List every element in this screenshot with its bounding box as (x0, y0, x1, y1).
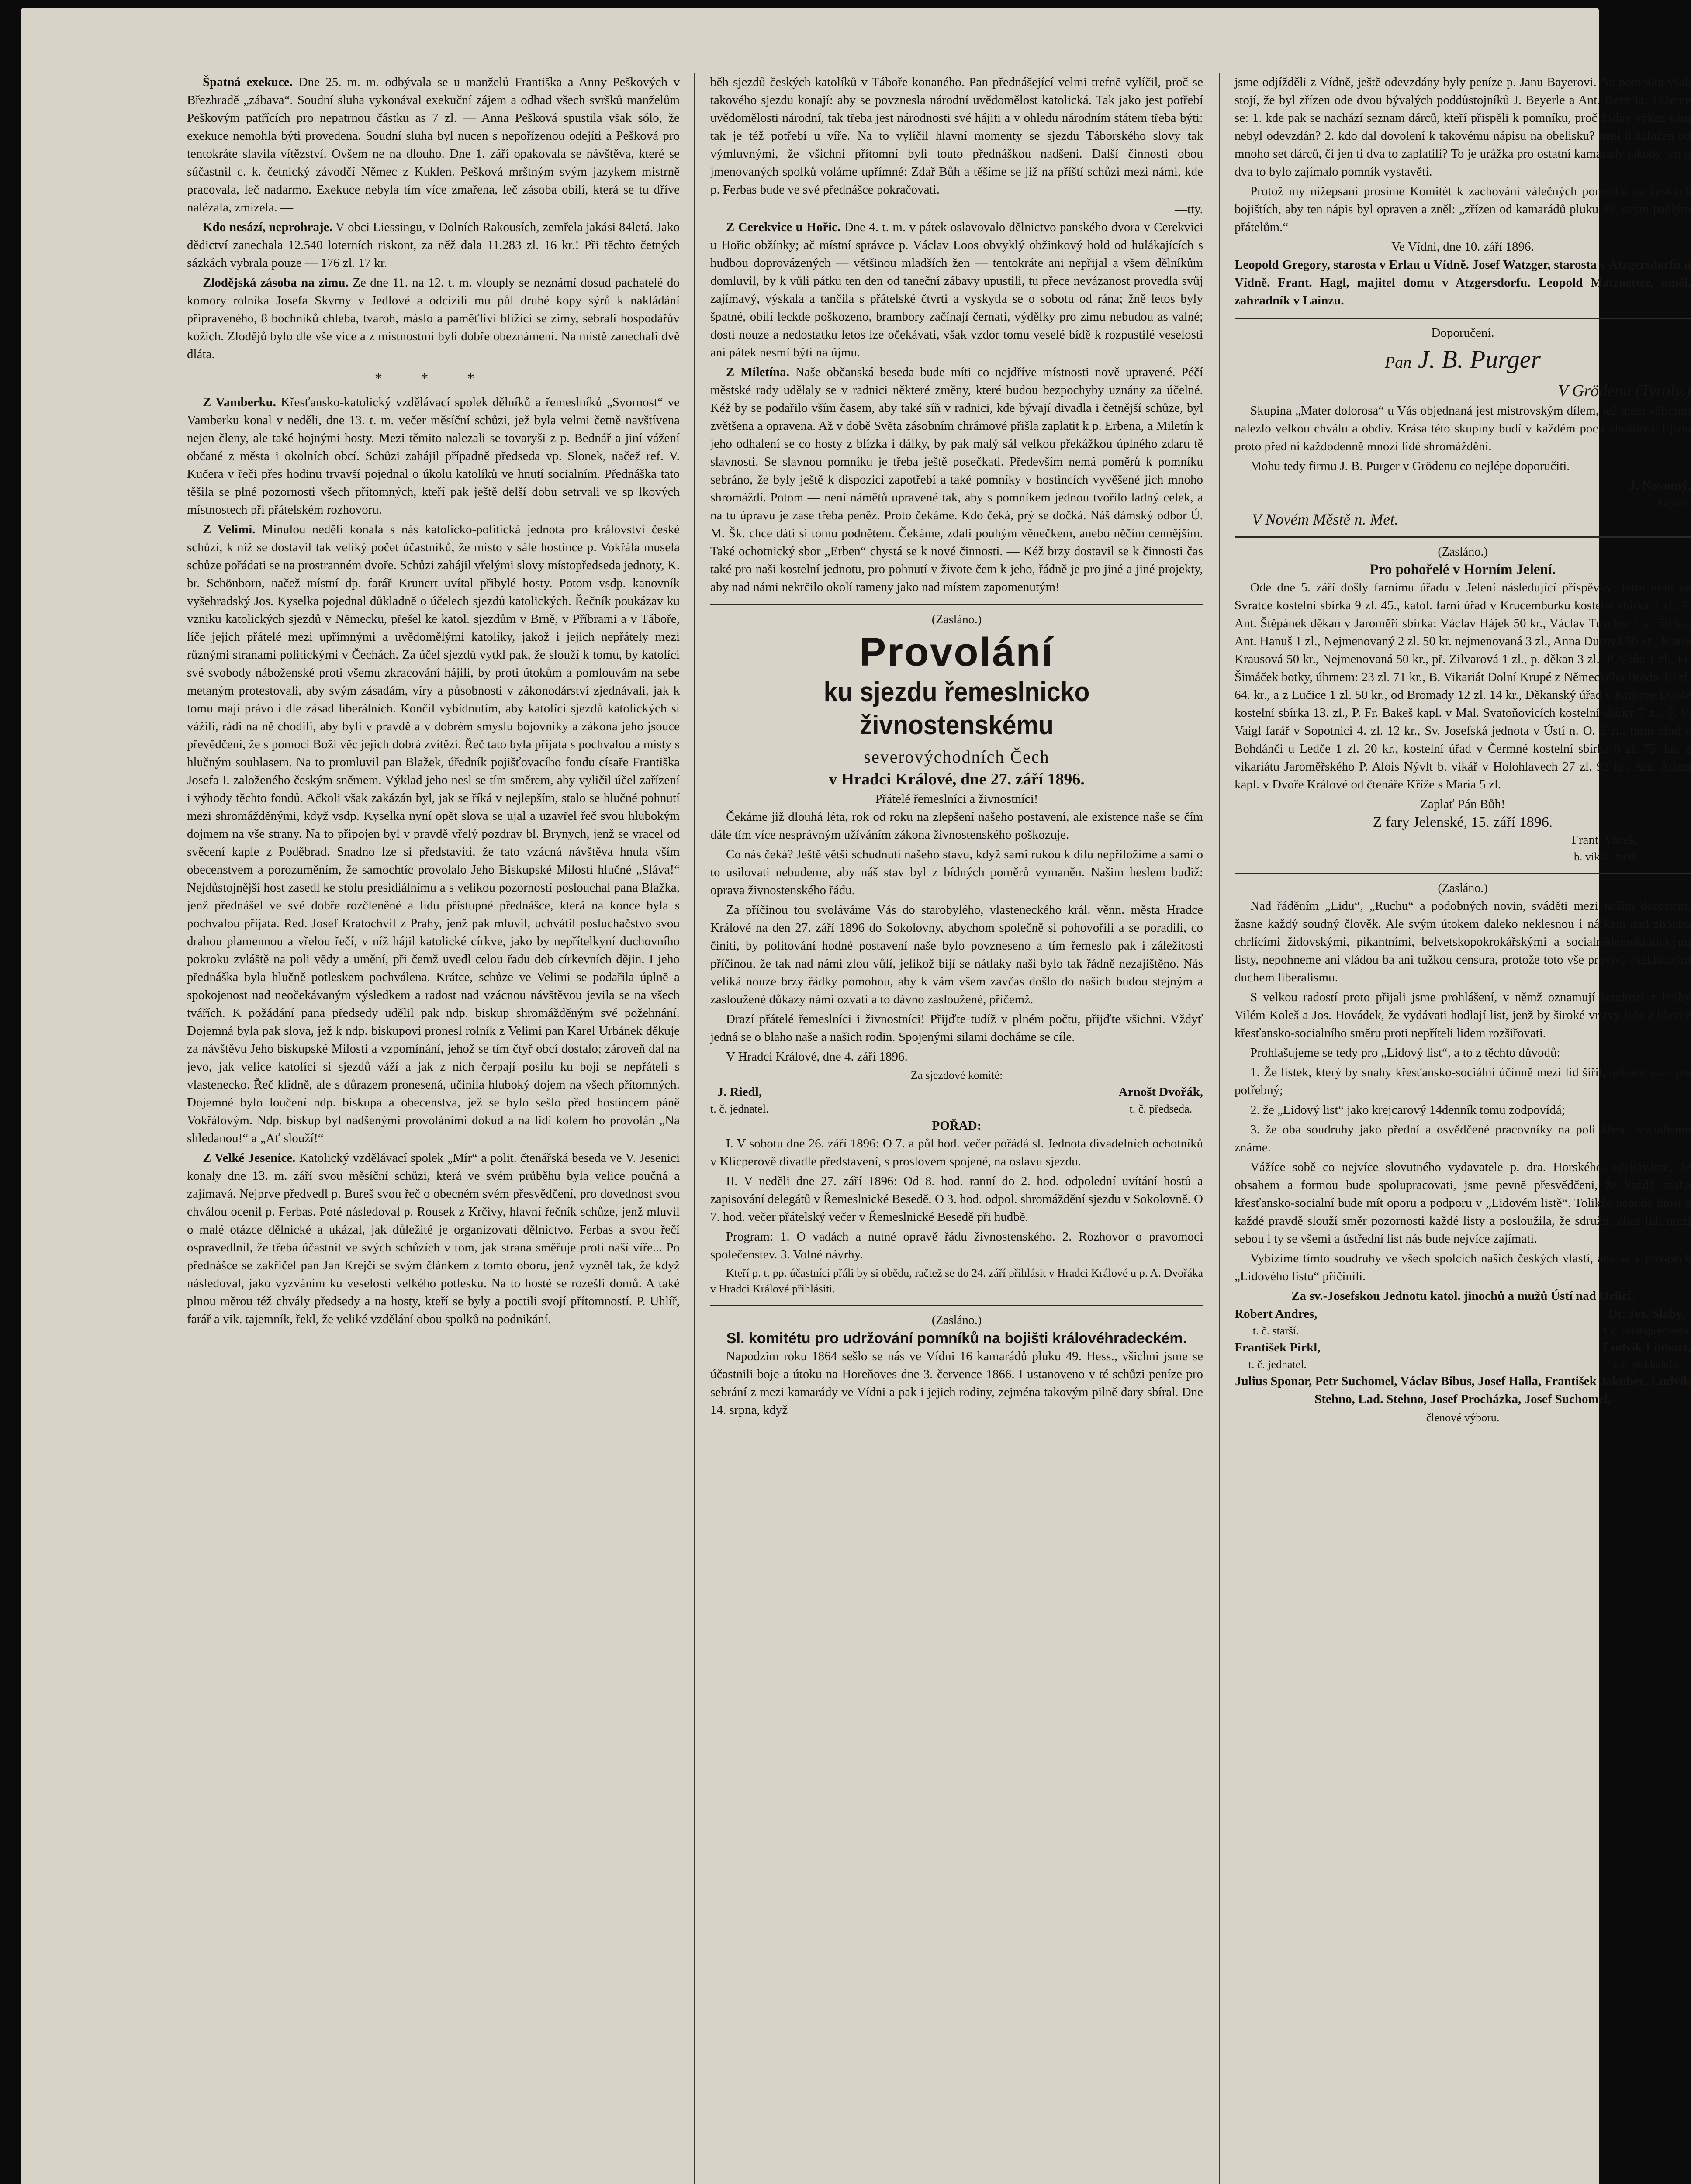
signature-name: František Pirkl, (1235, 1341, 1321, 1355)
article-vamberk (187, 394, 680, 519)
section-ornament: * * * (375, 370, 492, 387)
purger-body: Skupina „Mater dolorosa“ u Vás objednaná jest mistrovským dílem, jež mezi věřícími nalezlo velkou chválu a obdiv. Krása této skupiny budí v každém pocit zbožnosti i jsou proto před ní každodenně mnozí lidé shromážděni. (1235, 404, 1691, 453)
signature-novotny: J. Novotný, (1629, 479, 1691, 493)
signature-slaby (1603, 1305, 1691, 1339)
zaplat-line: Zaplať Pán Bůh! (1420, 797, 1505, 811)
signature-linhart (1603, 1339, 1691, 1372)
lidu-point: 1. Že lístek, který by snahy křesťansko-sociální účinně mezi lid šířil, nebude nám jen potřebný; (1235, 1065, 1691, 1097)
porad-title: POŘAD: (932, 1119, 982, 1133)
section-divider (710, 604, 1203, 605)
signature-role: t. č. jednatel. (710, 1102, 769, 1115)
provolani-salutation: Přátelé řemeslníci a živnostníci! (875, 792, 1038, 806)
article-paragraph: Protož my nížepsaní prosíme Komitét k zachování válečných pomníků na českých bojištích, aby ten nápis byl opraven a zněl: „zřízen od kamarádů pluku 49. svým padlým přátelům.“ (1235, 184, 1691, 234)
signature-role: t. č. starší. (1252, 1324, 1299, 1337)
article-body: Ze dne 11. na 12. t. m. vlouply se neznámí dosud pachatelé do komory rolníka Josefa Skvrny v Jedlové a odcizili mu půl druhé kopy sýrů k nakládání připraveného, 8 bochníků chleba, tvaroh, máslo a paměťliví blížící se zimy, sebrali hospodářův kožich. Zlodějů bylo dle vše více a z místnostmi byli dobře obeznámeni. Na místě zanechali dvě dláta. (187, 276, 680, 361)
provolani-date-line: V Hradci Králové, dne 4. září 1896. (726, 1050, 908, 1064)
provolani-date: v Hradci Králové, dne 27. září 1896. (829, 770, 1085, 788)
provolani-paragraph: Co nás čeká? Ještě větší schudnutí našeho stavu, když sami rukou k dílu nepřiložíme a sami o to usilovati nebudeme, aby náš stav byl z bídných poměrů vymaněn. Našim heslem budiž: oprava živnostenského řádu. (710, 847, 1203, 897)
signature-andres (1235, 1305, 1318, 1339)
article-body: Křesťansko-katolický vzdělávací spolek dělníků a řemeslníků „Svornost“ ve Vamberku konal v neděli, dne 13. t. m. večer měsíční schůzi, jež byla velmi četně navštívena nejen členy, ale také hojnými hosty. Mezi těmito nalezali se tovaryši z p. Bednář a jiní vážení občané z města i okolních obcí. Schůzi zahájil případně předseda vp. Slonek, načež ref. V. Kučera v řeči přes hodinu trvavší pojednal o úkolu katolíků ve hnutí socialním. Přednáška tato těšila se plné pozornosti všech přítomných, kteří pak ještě delší dobu setrvali ve sp lkových místnostech při přátelském rozhovoru. (187, 395, 680, 517)
fary-date: Z fary Jelenské, 15. září 1896. (1373, 814, 1553, 830)
column-right (1235, 73, 1691, 2184)
signature-role: t. č. pokladník. (1613, 1358, 1681, 1371)
article-title: Zlodějská zásoba na zimu. (203, 276, 349, 290)
article-signature: —tty. (1175, 202, 1203, 216)
article-signatories: Leopold Gregory, starosta v Erlau u Vídně. Josef Watzger, starosta v Atzgersdorfu u Vídně. Frant. Hagl, majitel domu v Atzgersdorfu. Leopold Matznetter, uměl. zahradník v Lainzu. (1235, 258, 1691, 308)
zaslano-label: (Zasláno.) (931, 613, 982, 626)
article-cerekvice (710, 218, 1203, 362)
article-body: V obci Liessingu, v Dolních Rakousích, zemřela jakási 84letá. Jako dědictví zanechala 12.540 loterních riskont, za něž dala 11.283 zl. 16 kr.! Při těchto četných sázkách vybrala pouze — 176 zl. 17 kr. (187, 220, 680, 270)
column-middle (710, 73, 1203, 2184)
provolani-region: severovýchodních Čech (864, 747, 1050, 767)
signature-name: Ludvík Linhart, (1603, 1341, 1691, 1355)
article-title: Z Cerekvice u Hořic. (726, 220, 841, 234)
signature-row (1235, 1305, 1691, 1339)
provolani-paragraph: Za příčinou tou svoláváme Vás do starobylého, vlasteneckého král. věnn. města Hradce Králové na den 27. září 1896 do Sokolovny, abychom společně si pohovořili a se poradili, co činiti, by politování hodné postavení naše bylo povzneseno a tím řemeslo pak i záležitosti příčinou, že tak nad námi zlou vůlí, jelikož bijí se nátlaky naši bylo tak řádně nezajištěno. Nás veliká nouze brzy řádky pomohou, aby k vám všem zavčas došlo do našich budou stejným a zasloužené důkazy námi ozvati a to dávno zasloužené, přičemž. (710, 903, 1203, 1006)
lidu-point: 3. že oba soudruhy jako přední a osvědčené pracovníky na poli křesť. socialismu známe. (1235, 1123, 1691, 1154)
pan-label: Pan (1384, 353, 1412, 372)
lidu-body: S velkou radostí proto přijali jsme prohlášení, v němž oznamují soudruzi z Prahy Vilém Koleš a Jos. Hovádek, že vydávati hodlají list, jenž by široké vrstvy lidu a hlavně křesťansko-socialního směru proti nepříteli lidem rozšiřovati. (1235, 990, 1691, 1040)
committee-members: Julius Sponar, Petr Suchomel, Václav Bibus, Josef Halla, František Jakubec, Ludvík Stehno, Lad. Stehno, Josef Procházka, Josef Suchomel, (1235, 1374, 1691, 1406)
jednota-title: Za sv.-Josefskou Jednotu katol. jinochů a mužů Ústí nad Orlicí. (1291, 1289, 1634, 1303)
location-nove-mesto: V Novém Městě n. Met. (1252, 511, 1399, 528)
signature-vacek: Frant. Vacek, (1571, 833, 1639, 847)
purger-name: J. B. Purger (1418, 345, 1541, 373)
komitet-title: Sl. komitétu pro udržování pomníků na bojišti královéhradeckém. (726, 1330, 1187, 1347)
komitet-body: Napodzim roku 1864 sešlo se nás ve Vídni 16 kamarádů pluku 49. Hess., všichni jsme se účastnili boje a útoku na Horeňoves dne 3. července 1866. I ustanoveno v té schůzi peníze pro sebrání z mezi kamarády ve Vídni a pak i jejich rodiny, zejména takovým pilně dary sbíral. Dne 14. srpna, když (710, 1349, 1203, 1417)
article-jesenice (187, 1149, 680, 1328)
signature-dvorak (1119, 1083, 1203, 1117)
article-body: Minulou neděli konala s nás katolicko-politická jednota pro království české schůzi, k níž se dostavil tak veliký počet účastníků, že místo v sále hostince p. Vokřála musela schůze pořádati se na prostranném dvoře. Schůzi zahájil vřelými slovy místopředseda jednoty, K. br. Schönborn, načež místní dp. farář Krunert uvítal přibylé hosty. Potom vsdp. kanovník vyšehradský Jos. Kyselka pojednal důkladně o účelech sjezdů katolických. Řečník poukázav ku vzniku katolických sjezdů v Německu, přešel ke katol. sjezdům v Brně, v Příbrami a v Táboře, líče jejich přátelé mezi upřímnými a uvědomělými katolíky, jakož i jejich nepřátely mezi různými stranami politickými v Čechách. Za účel sjezdů vytkl pak, že slouží k tomu, by katolíci své svobody náboženské proti všemu zkracování hájili, by proti útokům a pomlouvám na sebe metaným protestovali, aby svým zásadám, víry a působnosti v zákonodárství zjednávali, jak k tomu mají právo i dle zásad liberálních. Končil vybídnutím, aby katolíci sjezdů katolických si vážili, rádi na ně chodili, aby byli v pravdě a v dobrém smyslu bojovníky a zákona jeho jsouce převědčeni, že s pomocí Boží věc jejich dobrá zvítězí. Řeč tato byla přijata s pochvalou a místy s hlučným souhlasem. Na to promluvil pan Blažek, úředník pojišťovacího fondu císaře Františka Josefa I. založeného českým sněmem. Výklad jeho nesl se tím směrem, aby vyličil účel zařízení i výhody těchto fondů. Ačkoli však zakázán byl, jak se říká v nejlepším, stalo se hlučné pohnutí mezi shromážděnými, když vsdp. Kyselka nyní opět slova se ujal a uzavřel řeč svou hlubokým dojmem na vše strany. Na to připojen byl v pravdě vřelý pozdrav bl. Brynych, jenž se vracel od svěcení kaple z Poděbrad. Snadno lze si představiti, že tato vzácná návštěva hnula vším obecenstvem a porozuměním, že samochtíc provolalo Jeho Biskupské Milosti hlučné „Sláva!“ Nejdůstojnější host zasedl ke stolu presidiálnímu a s velikou pozorností poslouchal pana Blažka, jenž přednášel ve své dobře rozčleněné a lidu přístupné přednášce, která na konce byla s pochvalou přijata. Red. Josef Kratochvíl z Prahy, jenž pak mluvil, uchvátil posluchačstvo svou drahou plamennou a vřelou řečí, v níž hájil katolické církve, jako by nepřítelkyní duchovního pokroku zvláště na poli vědy a umění, při čemž uvedl celou řadu dob církevních dějin. I jeho přednáška byla hlučně potleskem pochválena. Krátce, schůze ve Velimi se podařila úplně a spokojenost nad neočekávaným výsledkem a radost nad vzácnou návštěvou jevila se na všech tvářích. K požádání pana předsedy udělil pak ndp. biskup shromážděným své požehnání. Dojemná byla pak slova, jež k ndp. biskupovi pronesl rolník z Velimi pan Karel Urbánek děkuje za návštěvu Jeho biskupské Milosti a vzpomínání, jehož se tím čtyř obcí dostalo; zároveň dal na jevo, jak velice katolíci si sjezdů váží a jak z nich čerpají posilu ku boji se nepřáteli s vlastenecko. Řeč klidně, ale s důrazem pronesená, učinila hluboký dojem na všech přítomných. Dojemné bylo loučení ndp. biskupa a obecenstva, jež se bylo sešlo před hostincem páně Vokřálovým. Ndp. biskup byl nadšenými provoláními dokud a na lidi kolem ho provolán „Na shledanou!“ a „Ať slouží!“ (187, 522, 680, 1145)
article-body: Naše občanská beseda bude míti co nejdříve místnosti nově upravené. Péčí městské rady udělaly se v radnici některé změny, které budou bezpochyby uznány za účelné. Kéž by se podařilo vším časem, aby také síň v radnici, kde bývají divadla i četnější schůze, byl zvětšena a opravena. Až v době Světa zásobním chrámové přišla zaplatit k p. Erbena, a Miletín k jeho odhalení se co hosty z blízka i dálky, by pak malý sál velkou překážkou úplného zdaru tě slavnosti. Se slavnou pomníku je třeba ještě posečkati. Především nemá poměrů k pomníku sebráno, že byly ještě k dispozici zapotřebí a také pomníky v hostincích vyvěšené jich mnoho shromáždí. Potom — není námětů upravené tak, aby s pomníkem jednou tvořilo ladný celek, a na tu úpravu je zase třeba peněz. Proto čekáme. Kdo čeká, prý se dočká. Náš dámský odbor Ú. M. Šk. chce dáti si tomu podnětem. Čekáme, zdali pouhým věnečkem, anebo něčím cennějším. Také ochotnický sbor „Erben“ chystá se k nové činnosti. — Kéž brzy dostavil se k činnosti čas také pro naši kostelní jednotu, pro pohnutí v živote čem k jeho, řádně je pro jiné a jiné projekty, aby nad námi nekrčilo okolí rameny jako nad místem zapomenutým! (710, 365, 1203, 594)
lidu-body: Nad řáděním „Lidu“, „Ruchu“ a podobných novin, sváděti mezi naším dorostem, žasne každý soudný člověk. Ale svým útokem daleko neklesnou i nářkem nad zhoubu chrlícími židovskými, pikantními, belvetskopokrokářskými a socialnědemokratickými listy, nepohneme ani vládou ba ani tužkou censura, protože toto vše provívá rozkladným duchem liberalismu. (1235, 899, 1691, 985)
article-date: Ve Vídni, dne 10. září 1896. (1391, 240, 1534, 254)
signature-pirkl (1235, 1339, 1321, 1372)
zaslano-label: (Zasláno.) (1438, 881, 1488, 895)
provolani-paragraph: Čekáme již dlouhá léta, rok od roku na zlepšení našeho postavení, ale existence naše se čím dále tím více nesprávným užíváním zákona živnostenského poškozuje. (710, 810, 1203, 842)
article-zlodejska (187, 274, 680, 363)
purger-body: Mohu tedy firmu J. B. Purger v Grödenu co nejlépe doporučiti. (1250, 459, 1570, 473)
lidu-body: Vybízíme tímto soudruhy ve všech spolcích našich českých vlastí, aby se k prospěch „Lidového listu“ přičinili. (1235, 1251, 1691, 1283)
article-title: Z Velimi. (203, 522, 256, 536)
jeleni-title: Pro pohořelé v Horním Jelení. (1369, 562, 1556, 577)
signature-name: Dr. Jos. Slabý, (1608, 1307, 1686, 1321)
signature-row (1235, 1339, 1691, 1372)
committee-role: členové výboru. (1426, 1411, 1500, 1424)
article-body: Katolický vzdělávací spolek „Mír“ a polit. čtenářská beseda ve V. Jesenici konaly dne 13. m. září svou měsíční schůzi, která ve svém průběhu byla velice poučná a zajímavá. Nejprve předvedl p. Bureš svou řeč o obecném svém přesvědčení, pro dovednost svou chválou ocenil p. Ferbas. Poté následoval p. Rousek z Krčivy, hlavní řečník schůze, jenž mluvil o malé otázce dělnické a ukázal, jak důležité je organizovati dělnictvo. Ferbas a svou řečí ospravedlnil, že třeba účastnit ve svých schůzích v tom, jak strana směřuje proti naší víře... Po přednášce se zakřičel pan Jan Krejčí se svým článkem z tomto oboru, jenž vyzněl tak, že když následoval, jako vyzváním ku veselosti velkého potlesku. Na to hosté se rozešli domů. A také plnou měrou též chvály předsedy a na hosty, kteří se byly a poctili svojí přítomností. P. Uhlíř, farář a vik. tajemník, řekl, že veliké vzdělání obou spolků na podnikání. (187, 1151, 680, 1326)
lidu-point: 2. že „Lidový list“ jako krejcarový 14denník tomu zodpovídá; (1250, 1103, 1565, 1117)
column-divider (694, 73, 695, 2184)
section-divider (1235, 536, 1691, 538)
signature-role: t. č. jednatel. (1248, 1358, 1307, 1371)
lidu-body: Vážíce sobě co nejvíce slovutného vydavatele p. dra. Horského, očekáváme, že obsahem a formou bude spolupracovati, jsme pevně přesvědčeni, že každá snaha křesťansko-socialní bude mít oporu a podporu v „Lidovém listě“. Tolikže nebude litost a každé pravdě slouží směr pozornosti každé listy a posloužila, že sdružiti chce lidi mezi sebou i ty se všemi a ústřední list nás bude nejvíce zajímati. (1235, 1160, 1691, 1246)
article-nesazi (187, 218, 680, 272)
doporuceni-title: Doporučení. (1431, 326, 1494, 340)
signature-role: t. č. předseda. (1129, 1102, 1193, 1115)
article-continuation: běh sjezdů českých katolíků v Táboře konaného. Pan přednášející velmi trefně vylíčil, proč se takového sjezdu konají: aby se povznesla národní uvědomělost katolická. Tak jako jest potřebí uvědomělosti národní, tak třeba jest národnosti své hájiti a v ohledu národním státem třeba býti: tak je též potřebí u víře. Na to vylíčil hlavní momenty se sjezdu Táborského slovy tak výmluvnými, že všichni přítomní byli touto přednáškou nadšeni. Další činnosti obou jmenovaných spolků voláme upřímné: Zdař Bůh a těšíme se již na příští schůzi mezi námi, kde p. Ferbas bude ve své přednášce pokračovati. (710, 75, 1203, 197)
signature-name: Arnošt Dvořák, (1118, 1085, 1203, 1099)
provolani-title: Provolání (859, 630, 1055, 674)
article-title: Z Miletína. (726, 365, 789, 379)
article-title: Špatná exekuce. (203, 75, 293, 89)
zaslano-label: (Zasláno.) (931, 1313, 982, 1327)
article-continuation: jsme odjížděli z Vídně, ještě odevzdány byly peníze p. Janu Bayerovi. Na pomníku však stojí, že byl zřízen ode dvou bývalých poddůstojníků J. Beyerle a Ant. Beyerla. Tážeme se: 1. kde pak se nachází seznam dárců, kteří přispěli k pomníku, proč žádný výkaz nám nebyl odevzdán? 2. kdo dal dovolení k takovému nápisu na obelisku? není li založen od mnoho set dárců, či jen ti dva to zaplatili? To je urážka pro ostatní kamarády jakoby jen ti dva to bylo zajímalo pomník vystavěti. (1235, 75, 1691, 179)
signature-name: Robert Andres, (1235, 1307, 1318, 1321)
porad-item: I. V sobotu dne 26. září 1896: O 7. a půl hod. večer pořádá sl. Jednota divadelních ochotníků v Klicperově divadle představení, s proslovem spojené, na oslavu sjezdu. (710, 1137, 1203, 1168)
signature-role: kaplan. (1658, 496, 1691, 509)
column-left (187, 73, 680, 2184)
column-divider (1219, 73, 1220, 2184)
lunch-note: Kteří p. t. pp. účastníci přáli by si obědu, račtež se do 24. září přihlásit v Hradci Králové u p. A. Dvořáka v Hradci Králové přihlásiti. (710, 1267, 1203, 1295)
article-miletin (710, 363, 1203, 596)
article-body: Dne 25. m. m. odbývala se u manželů Františka a Anny Peškových v Březhradě „zábava“. Soudní sluha vykonával exekuční zájem a odhad všech svršků manželům Peškovým patřících pro nepatrnou částku as 7 zl. — Anna Pešková spustila však sólo, že exekuce nemohla býti provedena. Soudní sluha byl nucen s nepořízenou odejíti a Pešková pro tentokráte slavila vítězství. Ovšem ne na dlouho. Dne 1. září opakovala se návštěva, které se súčastnil c. k. četnický závodčí Němec z Kuklen. Pešková mrštným svým jazykem mistrně pracovala, leč nadarmo. Exekuce nebyla tím více zmařena, leč zásoba obilí, která se tu dříve nalézala, zmizela. — (187, 75, 680, 214)
article-title: Kdo nesází, neprohraje. (203, 220, 332, 234)
section-divider (710, 1305, 1203, 1306)
article-body: Dne 4. t. m. v pátek oslavovalo dělnictvo panského dvora v Cerekvici u Hořic obžínky; ač místní správce p. Václav Loos obvyklý obžinkový hold od hulákajících s hudbou doprovázených — většinou mladších žen — tentokráte ani nepřijal a všem dělníkům domluvil, by k vůli pátku ten den od taneční zábavy upustili, tu přece nevázanost provedla svůj zajímavý, výskala a tančila s přátelské čtvrti a vyskytla se o sobotu od rána; žně letos byly špatné, obilí leckde poškozeno, brambory začínají černati, výdělky pro zimu nebudou as valné; dosti nouze a nedostatku letos lze očekávati, však vzdor tomu veselé bídě k rozpustilé veselosti ani pátek nesmí býti na újmu. (710, 220, 1203, 359)
program: Program: 1. O vadách a nutné opravě řádu živnostenského. 2. Rozhovor o pravomoci společenstev. 3. Volné návrhy. (710, 1230, 1203, 1261)
signature-name: J. Riedl, (717, 1085, 762, 1099)
article-title: Z Velké Jesenice. (203, 1151, 296, 1165)
newspaper-page (21, 8, 1691, 2184)
section-divider (1235, 873, 1691, 874)
section-divider (1235, 318, 1691, 319)
article-exekuce (187, 73, 680, 217)
provolani-paragraph: Drazí přátelé řemeslníci i živnostníci! Přijďte tudíž v plném počtu, přijďte všichni. Vždyť jedná se o blaho naše a našich rodin. Spojenými silami docháme se cíle. (710, 1012, 1203, 1044)
signature-riedl (710, 1083, 769, 1117)
article-velimi (187, 521, 680, 1147)
signature-role: t. č. místopředseda. (1603, 1324, 1691, 1337)
provolani-subtitle: ku sjezdu řemeslnicko živnostenskému (823, 677, 1090, 740)
jeleni-body: Ode dne 5. září došly farnímu úřadu v Jelení následující příspěvky: farní úřad ve Svratce kostelní sbírka 9 zl. 45., katol. farní úřad v Krucemburku kostelní sbírka 1 zl., P. Ant. Štěpánek děkan v Jaroměři sbírka: Václav Hájek 50 kr., Václav Tuscher 1 zl. 50 kr., Ant. Hanuš 1 zl., Nejmenovaný 2 zl. 50 kr. nejmenovaná 3 zl., Anna Dusová 50 kr., Marie Krausová 50 kr., Nejmenovaná 50 kr., př. Zilvarová 1 zl., p. děkan 3 zl., P. Váňa 1 zl., Fr. Šimáček botky, úhrnem: 23 zl. 71 kr., B. Vikariát Dolní Krupé z Německého Brodu 10 zl. 64. kr., a z Lučice 1 zl. 50 kr., od Bromady 12 zl. 14 kr., Děkanský úřad v Králové Dvoře kostelní sbírka 13. zl., P. Fr. Bakeš kapl. v Mal. Svatoňovicích kostelní sbírky 7 zl., P. V. Vaigl farář v Sopotnici 4. zl. 12 kr., Sv. Josefská jednota v Ústí n. O. 5 zl., farní úřad v Bohdánči u Ledče 1 zl. 20 kr., kostelní úřad v Čermné kostelní sbírka 6 zl. 75. kr., z vikariátu Jaroměřského P. Alois Nývlt b. vikář v Holohlavech 27 zl. 92 kr., Ant. Adam kapl. v Dvoře Králové od čtenáře Kříže s Maria 5 zl. (1235, 581, 1691, 791)
lidu-body: Prohlašujeme se tedy pro „Lidový list“, a to z těchto důvodů: (1250, 1046, 1560, 1060)
purger-location: V Grödenu (Tyroly.) (1558, 382, 1691, 400)
committee-label: Za sjezdové komité: (910, 1069, 1003, 1082)
zaslano-label: (Zasláno.) (1438, 545, 1488, 559)
porad-item: II. V neděli dne 27. září 1896: Od 8. hod. ranní do 2. hod. odpolední uvítání hostů a zapisování delegátů v Řemeslnické Besedě. O 3. hod. odpol. shromáždění sjezdu v Sokolovně. O 7. hod. večer přátelský večer v Řemeslnické Besedě při hudbě. (710, 1174, 1203, 1224)
signature-row (710, 1083, 1203, 1117)
signature-role: b. vikář, farář. (1574, 850, 1639, 863)
article-title: Z Vamberku. (203, 395, 277, 409)
purger-name-line (1235, 344, 1691, 378)
